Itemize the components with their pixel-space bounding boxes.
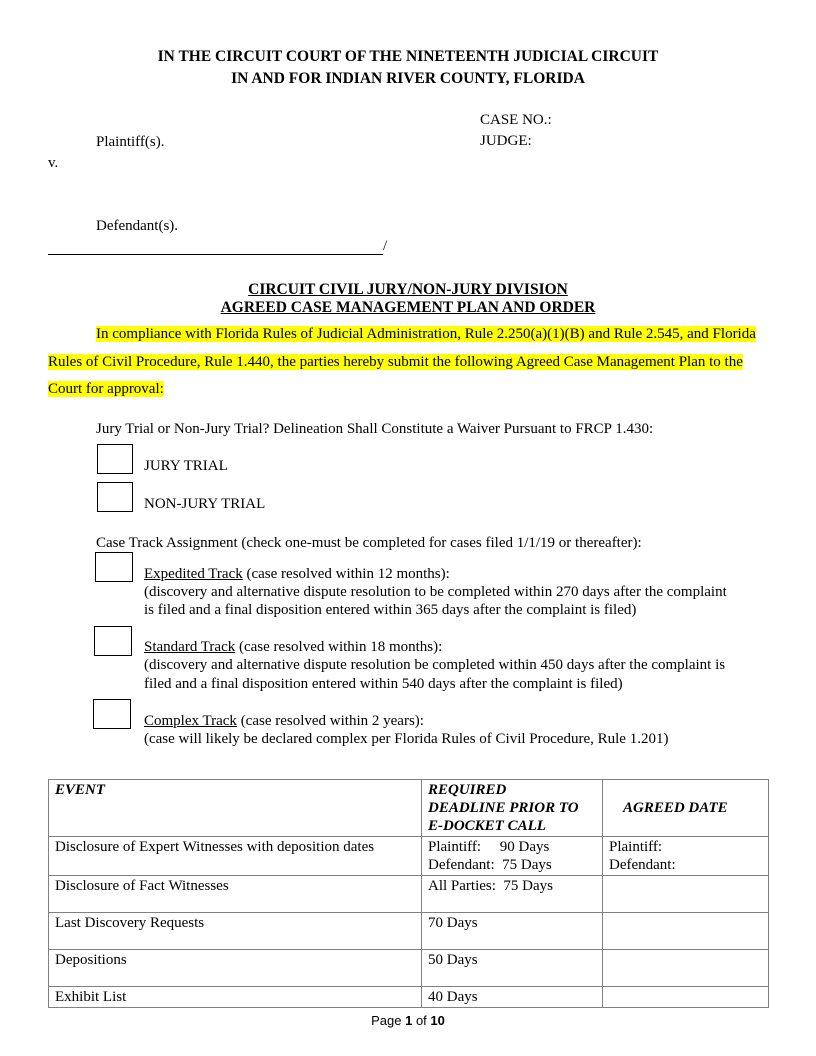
- expedited-track-detail-2: is filed and a final disposition entered within 365 days after the complaint is filed): [144, 602, 637, 618]
- deadline-cell: 40 Days: [422, 987, 603, 1008]
- table-row: [49, 987, 769, 1008]
- table-row: [49, 876, 769, 913]
- standard-track-summary: [144, 639, 442, 656]
- events-deadline-table: [48, 779, 769, 1008]
- event-cell: Disclosure of Expert Witnesses with deposition dates: [49, 837, 422, 876]
- intro-paragraph-text: In compliance with Florida Rules of Judicial Administration, Rule 2.250(a)(1)(B) and Rule 2.545, and Florida Rules of Civil Procedure, Rule 1.440, the parties hereby submit the following Agreed Case Management Plan to the Court for approval:: [48, 326, 756, 397]
- expedited-track-name: Expedited Track: [144, 566, 243, 582]
- intro-paragraph: [48, 321, 770, 404]
- event-cell: Depositions: [49, 950, 422, 987]
- deadline-header-line3: E-DOCKET CALL: [428, 818, 546, 834]
- table-row: [49, 950, 769, 987]
- agreed-date-cell[interactable]: [603, 950, 769, 987]
- agreed-date-cell[interactable]: [603, 837, 769, 876]
- caption-line-slash: /: [383, 238, 388, 254]
- defendant-label: Defendant(s).: [96, 218, 179, 234]
- plan-title: AGREED CASE MANAGEMENT PLAN AND ORDER: [220, 299, 596, 316]
- agreed-date-column-header: [603, 780, 769, 837]
- event-header-text: EVENT: [55, 782, 106, 798]
- deadline-column-header: [422, 780, 603, 837]
- complex-track-duration: (case resolved within 2 years):: [236, 713, 424, 729]
- complex-track-name: Complex Track: [144, 713, 237, 729]
- table-row: [49, 837, 769, 876]
- total-pages-number: 10: [430, 1013, 445, 1028]
- versus-label: v.: [48, 155, 59, 171]
- standard-track-duration: (case resolved within 18 months):: [235, 639, 443, 655]
- page-word: Page: [371, 1013, 406, 1028]
- agreed-date-header-text: AGREED DATE: [623, 800, 728, 816]
- event-column-header: [49, 780, 422, 837]
- judge-label: JUDGE:: [480, 133, 532, 149]
- deadline-header-line1: REQUIRED: [428, 782, 507, 798]
- trial-type-question: Jury Trial or Non-Jury Trial? Delineation Shall Constitute a Waiver Pursuant to FRCP 1.430:: [96, 421, 654, 437]
- standard-track-name: Standard Track: [144, 639, 236, 655]
- defendant-deadline: Defendant: 75 Days: [428, 857, 552, 873]
- non-jury-trial-label: NON-JURY TRIAL: [144, 496, 266, 512]
- non-jury-trial-checkbox[interactable]: [97, 482, 133, 512]
- of-word: of: [412, 1013, 431, 1028]
- deadline-header-line2: DEADLINE PRIOR TO: [428, 800, 579, 816]
- event-cell: Exhibit List: [49, 987, 422, 1008]
- standard-track-checkbox[interactable]: [94, 626, 132, 656]
- complex-track-summary: [144, 713, 424, 730]
- complex-track-detail-1: (case will likely be declared complex per Florida Rules of Civil Procedure, Rule 1.201): [144, 731, 669, 747]
- defendant-agreed-date-label: Defendant:: [609, 857, 676, 873]
- case-number-label: CASE NO.:: [480, 112, 552, 128]
- deadline-cell: 50 Days: [422, 950, 603, 987]
- table-header-row: [49, 780, 769, 837]
- deadline-cell: All Parties: 75 Days: [422, 876, 603, 913]
- deadline-cell: [422, 837, 603, 876]
- standard-track-detail-2: filed and a final disposition entered within 540 days after the complaint is filed): [144, 676, 623, 692]
- expedited-track-checkbox[interactable]: [95, 552, 133, 582]
- deadline-cell: 70 Days: [422, 913, 603, 950]
- court-header-line2: IN AND FOR INDIAN RIVER COUNTY, FLORIDA: [231, 70, 585, 87]
- event-cell: Last Discovery Requests: [49, 913, 422, 950]
- expedited-track-summary: [144, 566, 450, 583]
- expedited-track-duration: (case resolved within 12 months):: [242, 566, 450, 582]
- agreed-date-cell[interactable]: [603, 987, 769, 1008]
- caption-divider-line: [48, 254, 383, 255]
- agreed-date-cell[interactable]: [603, 876, 769, 913]
- complex-track-checkbox[interactable]: [93, 699, 131, 729]
- jury-trial-label: JURY TRIAL: [144, 458, 228, 474]
- standard-track-detail-1: (discovery and alternative dispute resolution be completed within 450 days after the complaint is: [144, 657, 726, 673]
- table-row: [49, 913, 769, 950]
- event-cell: Disclosure of Fact Witnesses: [49, 876, 422, 913]
- expedited-track-detail-1: (discovery and alternative dispute resolution to be completed within 270 days after the complaint: [144, 584, 727, 600]
- division-title: CIRCUIT CIVIL JURY/NON-JURY DIVISION: [248, 281, 568, 298]
- case-track-heading: Case Track Assignment (check one-must be completed for cases filed 1/1/19 or thereafter):: [96, 535, 642, 551]
- plaintiff-agreed-date-label: Plaintiff:: [609, 839, 663, 855]
- agreed-date-cell[interactable]: [603, 913, 769, 950]
- current-page-number: 1: [405, 1013, 413, 1028]
- court-header-line1: IN THE CIRCUIT COURT OF THE NINETEENTH JUDICIAL CIRCUIT: [157, 48, 659, 65]
- jury-trial-checkbox[interactable]: [97, 444, 133, 474]
- plaintiff-deadline: Plaintiff: 90 Days: [428, 839, 550, 855]
- plaintiff-label: Plaintiff(s).: [96, 134, 165, 150]
- page-footer: [0, 1013, 816, 1028]
